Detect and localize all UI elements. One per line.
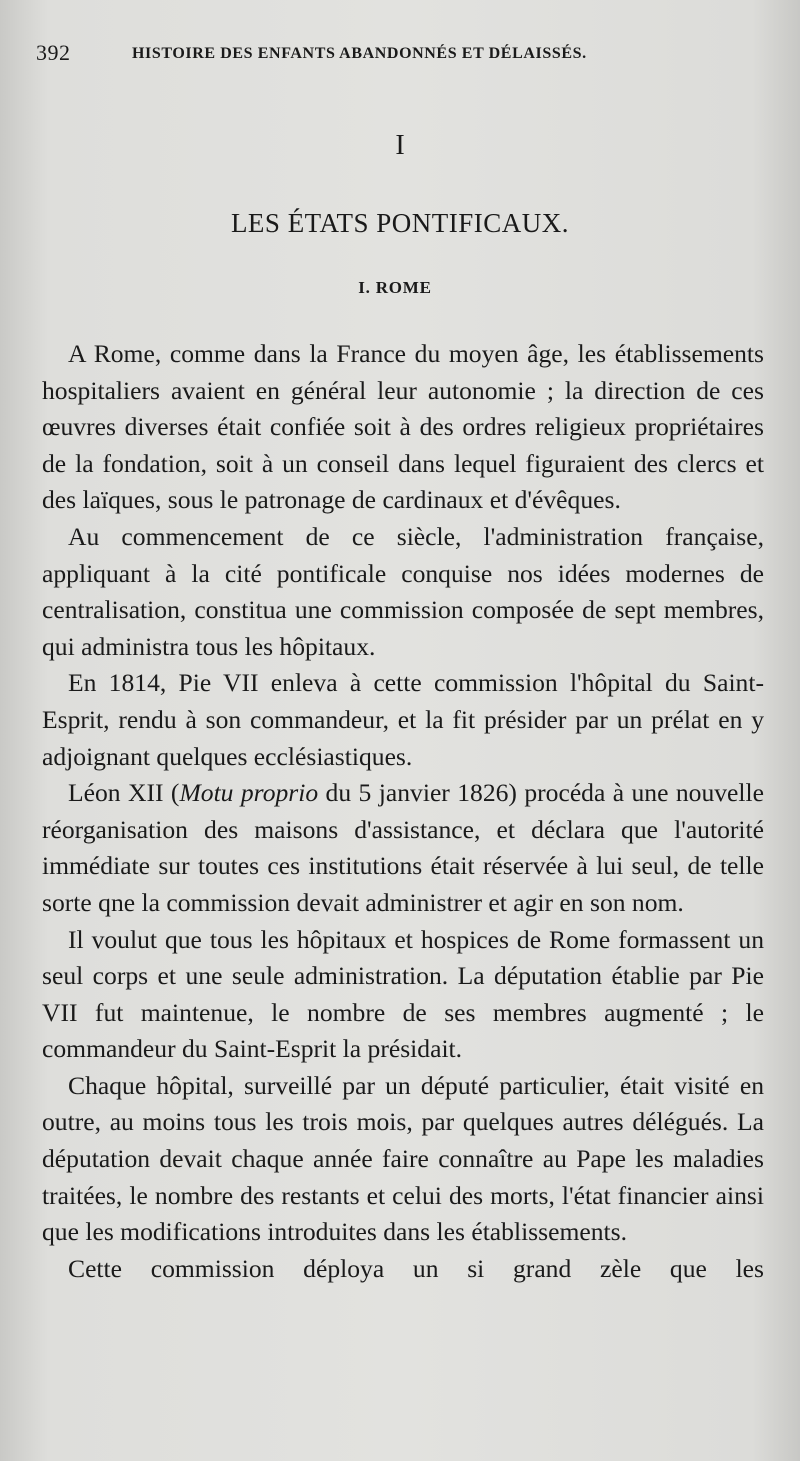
section-title: I. ROME — [358, 278, 432, 297]
running-head — [36, 40, 760, 70]
paragraph-2: Au commencement de ce siècle, l'administration française, appliquant à la cité pontificale conquise nos idées modernes de centralisation, constitua une commission composée de sept membres, qui administra tous les hôpitaux. — [42, 521, 764, 661]
body-text — [42, 336, 764, 1287]
paragraph-3: En 1814, Pie VII enleva à cette commission l'hôpital du Saint-Esprit, rendu à son commandeur, et la fit présider par un prélat en y adjoignant quelques ecclésiastiques. — [42, 668, 764, 771]
paragraph-7: Cette commission déploya un si grand zèle que les — [68, 1253, 764, 1283]
paragraph-4-italic: Motu proprio — [179, 778, 319, 808]
part-number: I — [395, 130, 405, 161]
part-title: LES ÉTATS PONTIFICAUX. — [230, 208, 570, 238]
paragraph-5: Il voulut que tous les hôpitaux et hospices de Rome formassent un seul corps et une seule administration. La députation établie par Pie VII fut maintenue, le nombre de ses membres augmenté ; le commandeur du Saint-Esprit la présidait. — [42, 924, 764, 1064]
paragraph-4 — [42, 775, 764, 921]
paragraph-6: Chaque hôpital, surveillé par un député particulier, était visité en outre, au moins tous les trois mois, par quelques autres délégués. La députation devait chaque année faire connaître au Pape les maladies traitées, le nombre des restants et celui des morts, l'état financier ainsi que les modifications introduites dans les établissements. — [42, 1070, 764, 1247]
page-number: 392 — [36, 40, 71, 65]
paragraph-1: A Rome, comme dans la France du moyen âge, les établissements hospitaliers avaient en général leur autonomie ; la direction de ces œuvres diverses était confiée soit à des ordres religieux propriétaires de la fondation, soit à un conseil dans lequel figuraient des clercs et des laïques, sous le patronage de cardinaux et d'évêques. — [42, 339, 764, 515]
paragraph-4-lead: Léon XII ( — [68, 778, 180, 808]
running-title: HISTOIRE DES ENFANTS ABANDONNÉS ET DÉLAISSÉS. — [132, 45, 587, 62]
paragraph-4-rest: du 5 janvier 1826) procéda à une nouvelle réorganisation des maisons d'assistance, et déclara que l'autorité immédiate sur toutes ces institutions était réservée à lui seul, de telle sorte qne la commission devait administrer et agir en son nom. — [42, 778, 764, 917]
